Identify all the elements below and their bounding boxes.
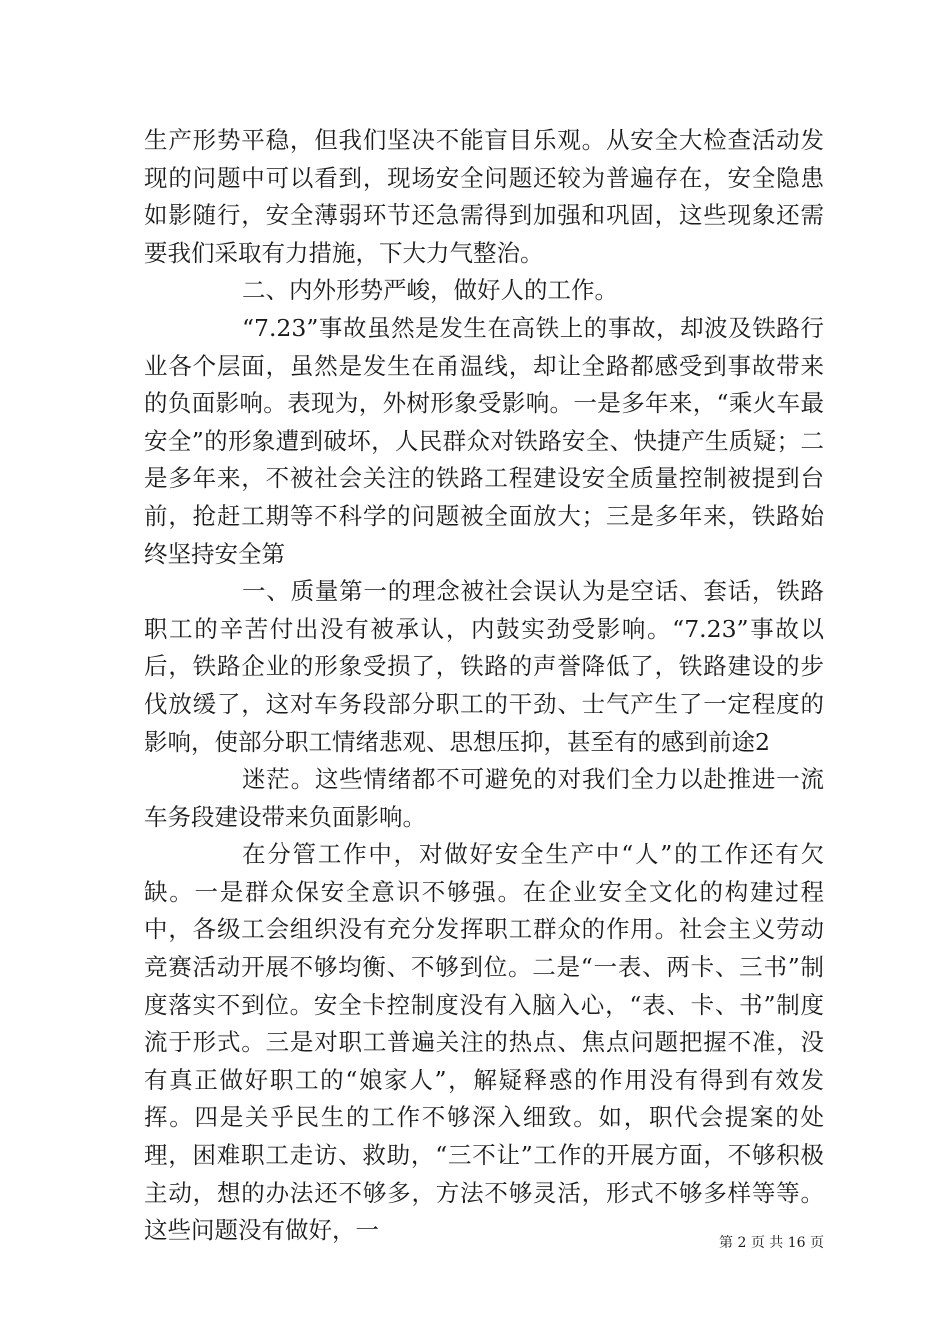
paragraph: “7.23”事故虽然是发生在高铁上的事故，却波及铁路行业各个层面，虽然是发生在甬温线，却让全路都感受到事故带来的负面影响。表现为，外树形象受影响。一是多年来，“乘火车最安全”的形象遭到破坏，人民群众对铁路安全、快捷产生质疑；二是多年来，不被社会关注的铁路工程建设安全质量控制被提到台前，抢赶工期等不科学的问题被全面放大；三是多年来，铁路始终坚持安全第: [144, 313, 824, 568]
paragraph: 迷茫。这些情绪都不可避免的对我们全力以赴推进一流车务段建设带来负面影响。: [144, 765, 824, 831]
page-footer: 第 2 页 共 16 页: [719, 1235, 824, 1251]
document-body: [144, 122, 824, 1250]
section-heading: 二、内外形势严峻，做好人的工作。: [242, 276, 618, 305]
paragraph: 一、质量第一的理念被社会误认为是空话、套话，铁路职工的辛苦付出没有被承认，内鼓实劲受影响。“7.23”事故以后，铁路企业的形象受损了，铁路的声誉降低了，铁路建设的步伐放缓了，这对车务段部分职工的干劲、士气产生了一定程度的影响，使部分职工情绪悲观、思想压抑，甚至有的感到前途2: [144, 577, 824, 756]
paragraph: 生产形势平稳，但我们坚决不能盲目乐观。从安全大检查活动发现的问题中可以看到，现场安全问题还较为普遍存在，安全隐患如影随行，安全薄弱环节还急需得到加强和巩固，这些现象还需要我们采取有力措施，下大力气整治。: [144, 126, 824, 267]
paragraph: 在分管工作中，对做好安全生产中“人”的工作还有欠缺。一是群众保安全意识不够强。在企业安全文化的构建过程中，各级工会组织没有充分发挥职工群众的作用。社会主义劳动竞赛活动开展不够均衡、不够到位。二是“一表、两卡、三书”制度落实不到位。安全卡控制度没有入脑入心，“表、卡、书”制度流于形式。三是对职工普遍关注的热点、焦点问题把握不准，没有真正做好职工的“娘家人”，解疑释惑的作用没有得到有效发挥。四是关乎民生的工作不够深入细致。如，职代会提案的处理，困难职工走访、救助，“三不让”工作的开展方面，不够积极主动，想的办法还不够多，方法不够灵活，形式不够多样等等。这些问题没有做好，一: [144, 840, 824, 1245]
